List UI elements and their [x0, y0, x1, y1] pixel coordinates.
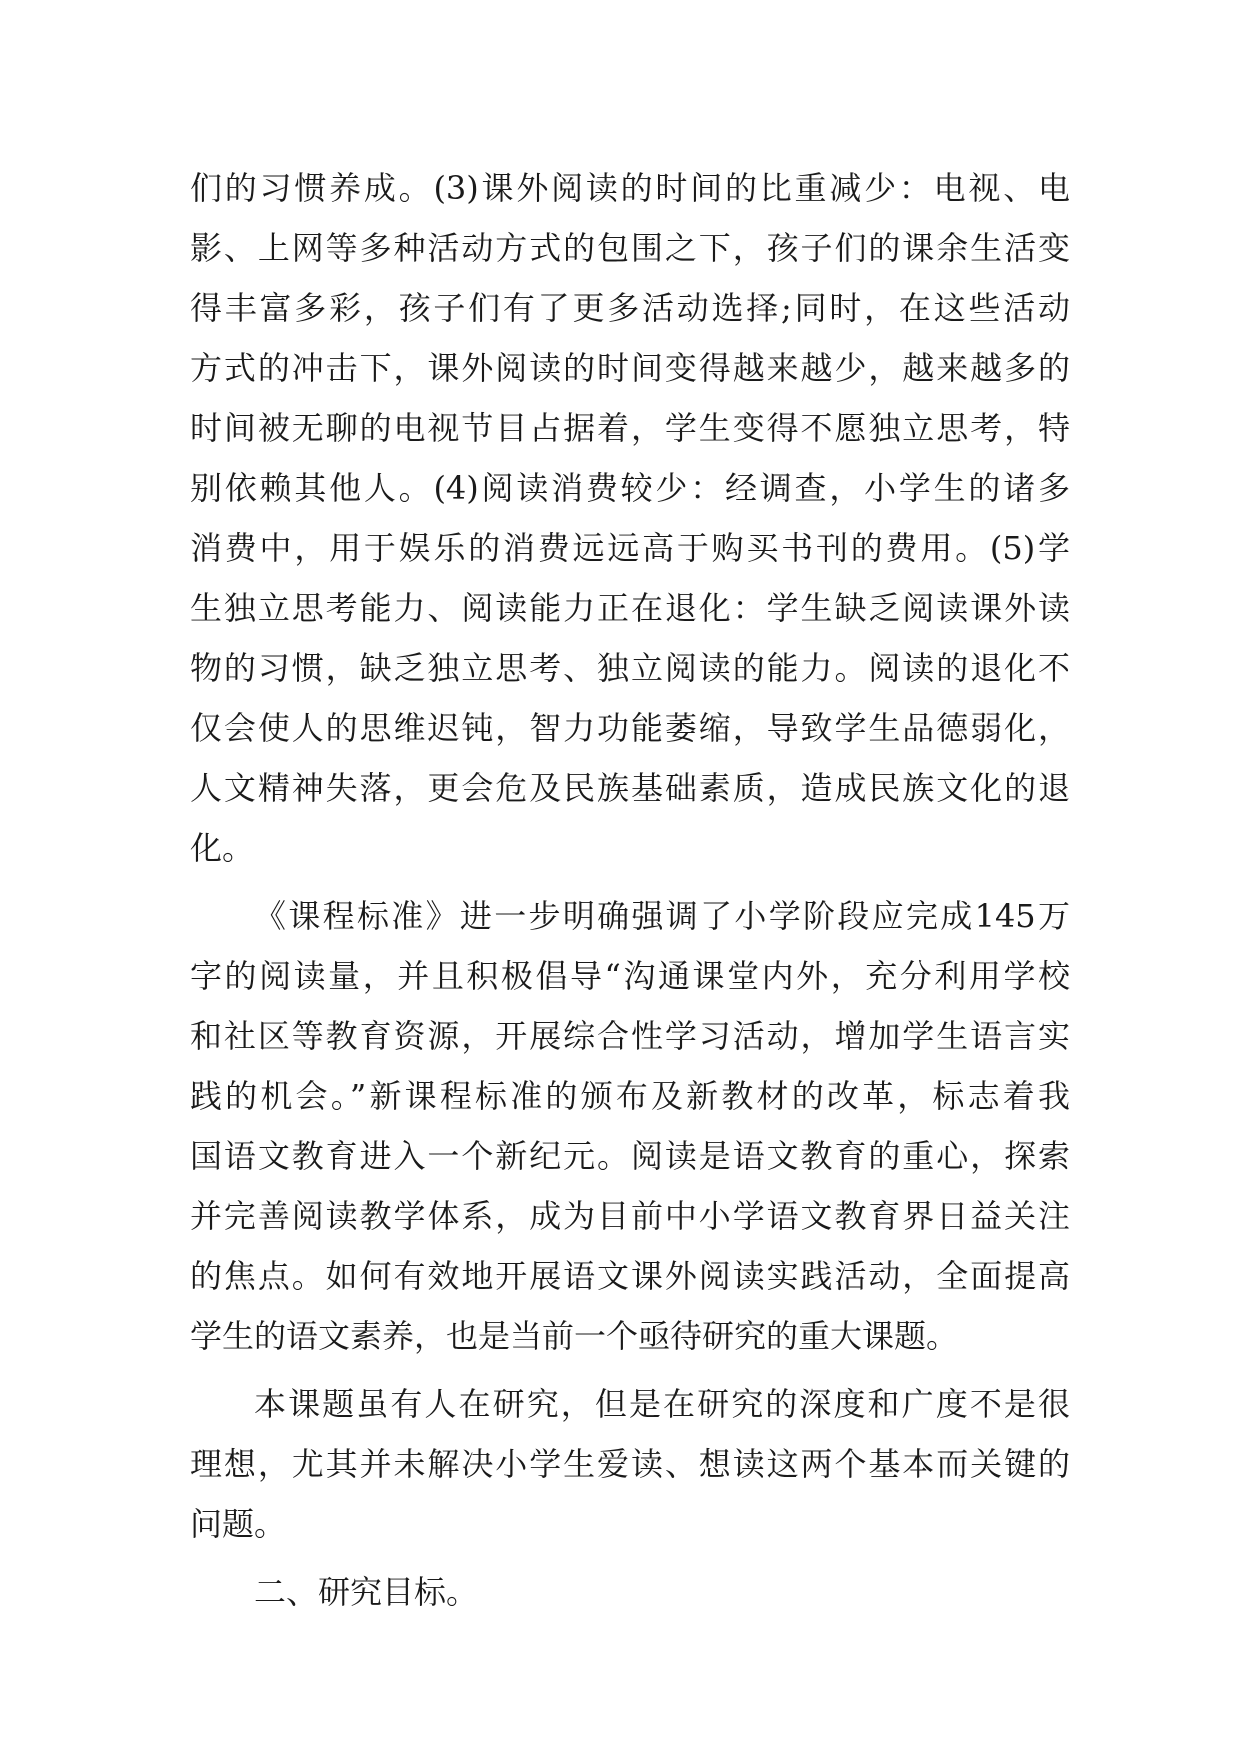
text-line: 物的习惯，缺乏独立思考、独立阅读的能力。阅读的退化不: [190, 649, 1070, 687]
text-line: 和社区等教育资源，开展综合性学习活动，增加学生语言实: [190, 1017, 1070, 1055]
text-line: 们的习惯养成。(3)课外阅读的时间的比重减少：电视、电: [190, 169, 1070, 207]
paragraph: [190, 158, 1070, 878]
text-line: 字的阅读量，并且积极倡导“沟通课堂内外，充分利用学校: [190, 957, 1070, 995]
text-line: 影、上网等多种活动方式的包围之下，孩子们的课余生活变: [190, 229, 1070, 267]
paragraph: [190, 1374, 1070, 1554]
text-line: 别依赖其他人。(4)阅读消费较少：经调查，小学生的诸多: [190, 469, 1070, 507]
text-line: 学生的语文素养，也是当前一个亟待研究的重大课题。: [190, 1317, 959, 1355]
body-text: [190, 158, 1070, 1622]
text-line: 时间被无聊的电视节目占据着，学生变得不愿独立思考，特: [190, 409, 1070, 447]
text-line: 《课程标准》进一步明确强调了小学阶段应完成145万: [254, 897, 1070, 935]
text-line: 理想，尤其并未解决小学生爱读、想读这两个基本而关键的: [190, 1445, 1070, 1483]
paragraph: [190, 886, 1070, 1366]
text-line: 人文精神失落，更会危及民族基础素质，造成民族文化的退: [190, 769, 1070, 807]
text-line: 仅会使人的思维迟钝，智力功能萎缩，导致学生品德弱化，: [190, 709, 1070, 747]
text-line: 得丰富多彩，孩子们有了更多活动选择;同时，在这些活动: [190, 289, 1070, 327]
text-line: 本课题虽有人在研究，但是在研究的深度和广度不是很: [254, 1385, 1070, 1423]
text-line: 消费中，用于娱乐的消费远远高于购买书刊的费用。(5)学: [190, 529, 1070, 567]
text-line: 并完善阅读教学体系，成为目前中小学语文教育界日益关注: [190, 1197, 1070, 1235]
section-heading: [190, 1562, 1070, 1622]
text-line: 化。: [190, 829, 255, 867]
text-line: 二、研究目标。: [254, 1573, 479, 1611]
text-line: 问题。: [190, 1505, 287, 1543]
text-line: 国语文教育进入一个新纪元。阅读是语文教育的重心，探索: [190, 1137, 1070, 1175]
text-line: 践的机会。”新课程标准的颁布及新教材的改革，标志着我: [190, 1077, 1070, 1115]
text-line: 方式的冲击下，课外阅读的时间变得越来越少，越来越多的: [190, 349, 1070, 387]
text-line: 生独立思考能力、阅读能力正在退化：学生缺乏阅读课外读: [190, 589, 1070, 627]
text-line: 的焦点。如何有效地开展语文课外阅读实践活动，全面提高: [190, 1257, 1070, 1295]
